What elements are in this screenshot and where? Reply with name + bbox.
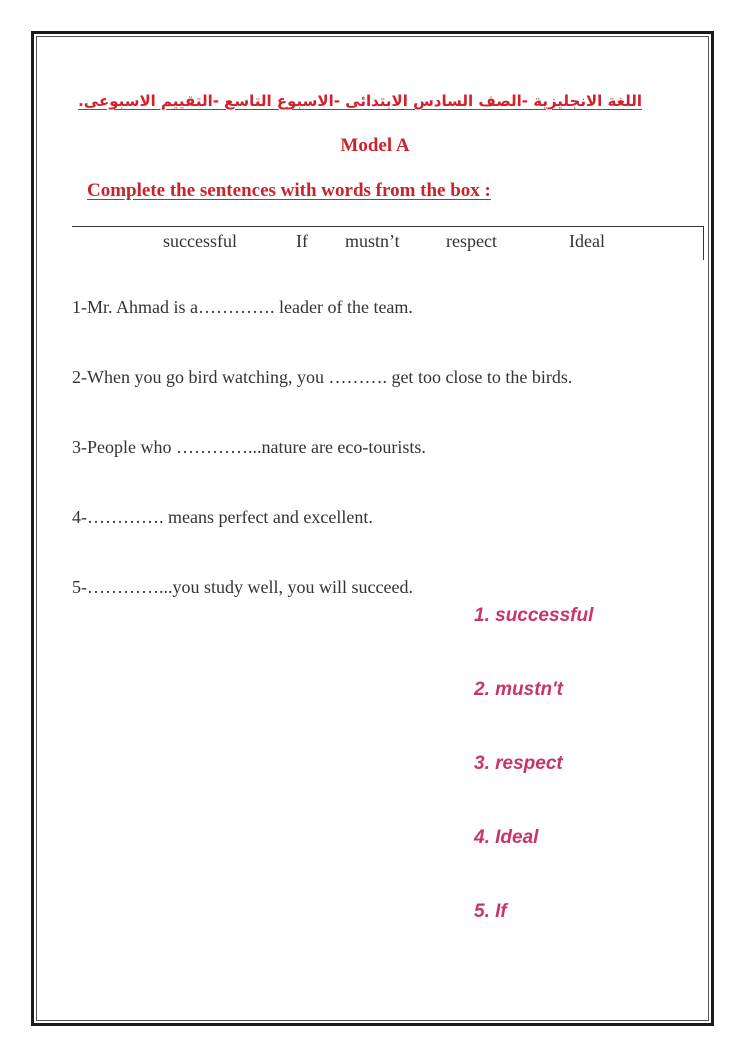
arabic-header-title: اللغة الانجليزية -الصف السادس الابتدائى -الاسبوع التاسع -التقييم الاسبوعى. xyxy=(78,92,642,110)
answer-2: 2. mustn't xyxy=(474,679,563,700)
answer-1: 1. successful xyxy=(474,605,594,626)
word-box-item-respect: respect xyxy=(446,231,497,251)
word-box xyxy=(72,226,704,260)
sentence-4: 4-…………. means perfect and excellent. xyxy=(72,507,373,527)
word-box-item-successful: successful xyxy=(163,231,237,251)
instruction-heading: Complete the sentences with words from the box : xyxy=(87,180,491,201)
word-box-item-if: If xyxy=(296,231,308,251)
answer-5: 5. If xyxy=(474,901,507,922)
sentence-2: 2-When you go bird watching, you ………. get too close to the birds. xyxy=(72,367,573,387)
model-title: Model A xyxy=(340,135,410,156)
sentence-3: 3-People who …………...nature are eco-tourists. xyxy=(72,437,426,457)
word-box-item-ideal: Ideal xyxy=(569,231,605,251)
sentence-1: 1-Mr. Ahmad is a…………. leader of the team. xyxy=(72,297,413,317)
sentence-5: 5-…………...you study well, you will succeed. xyxy=(72,577,413,597)
answer-4: 4. Ideal xyxy=(474,827,539,848)
answer-3: 3. respect xyxy=(474,753,563,774)
word-box-item-mustnt: mustn’t xyxy=(345,231,400,251)
